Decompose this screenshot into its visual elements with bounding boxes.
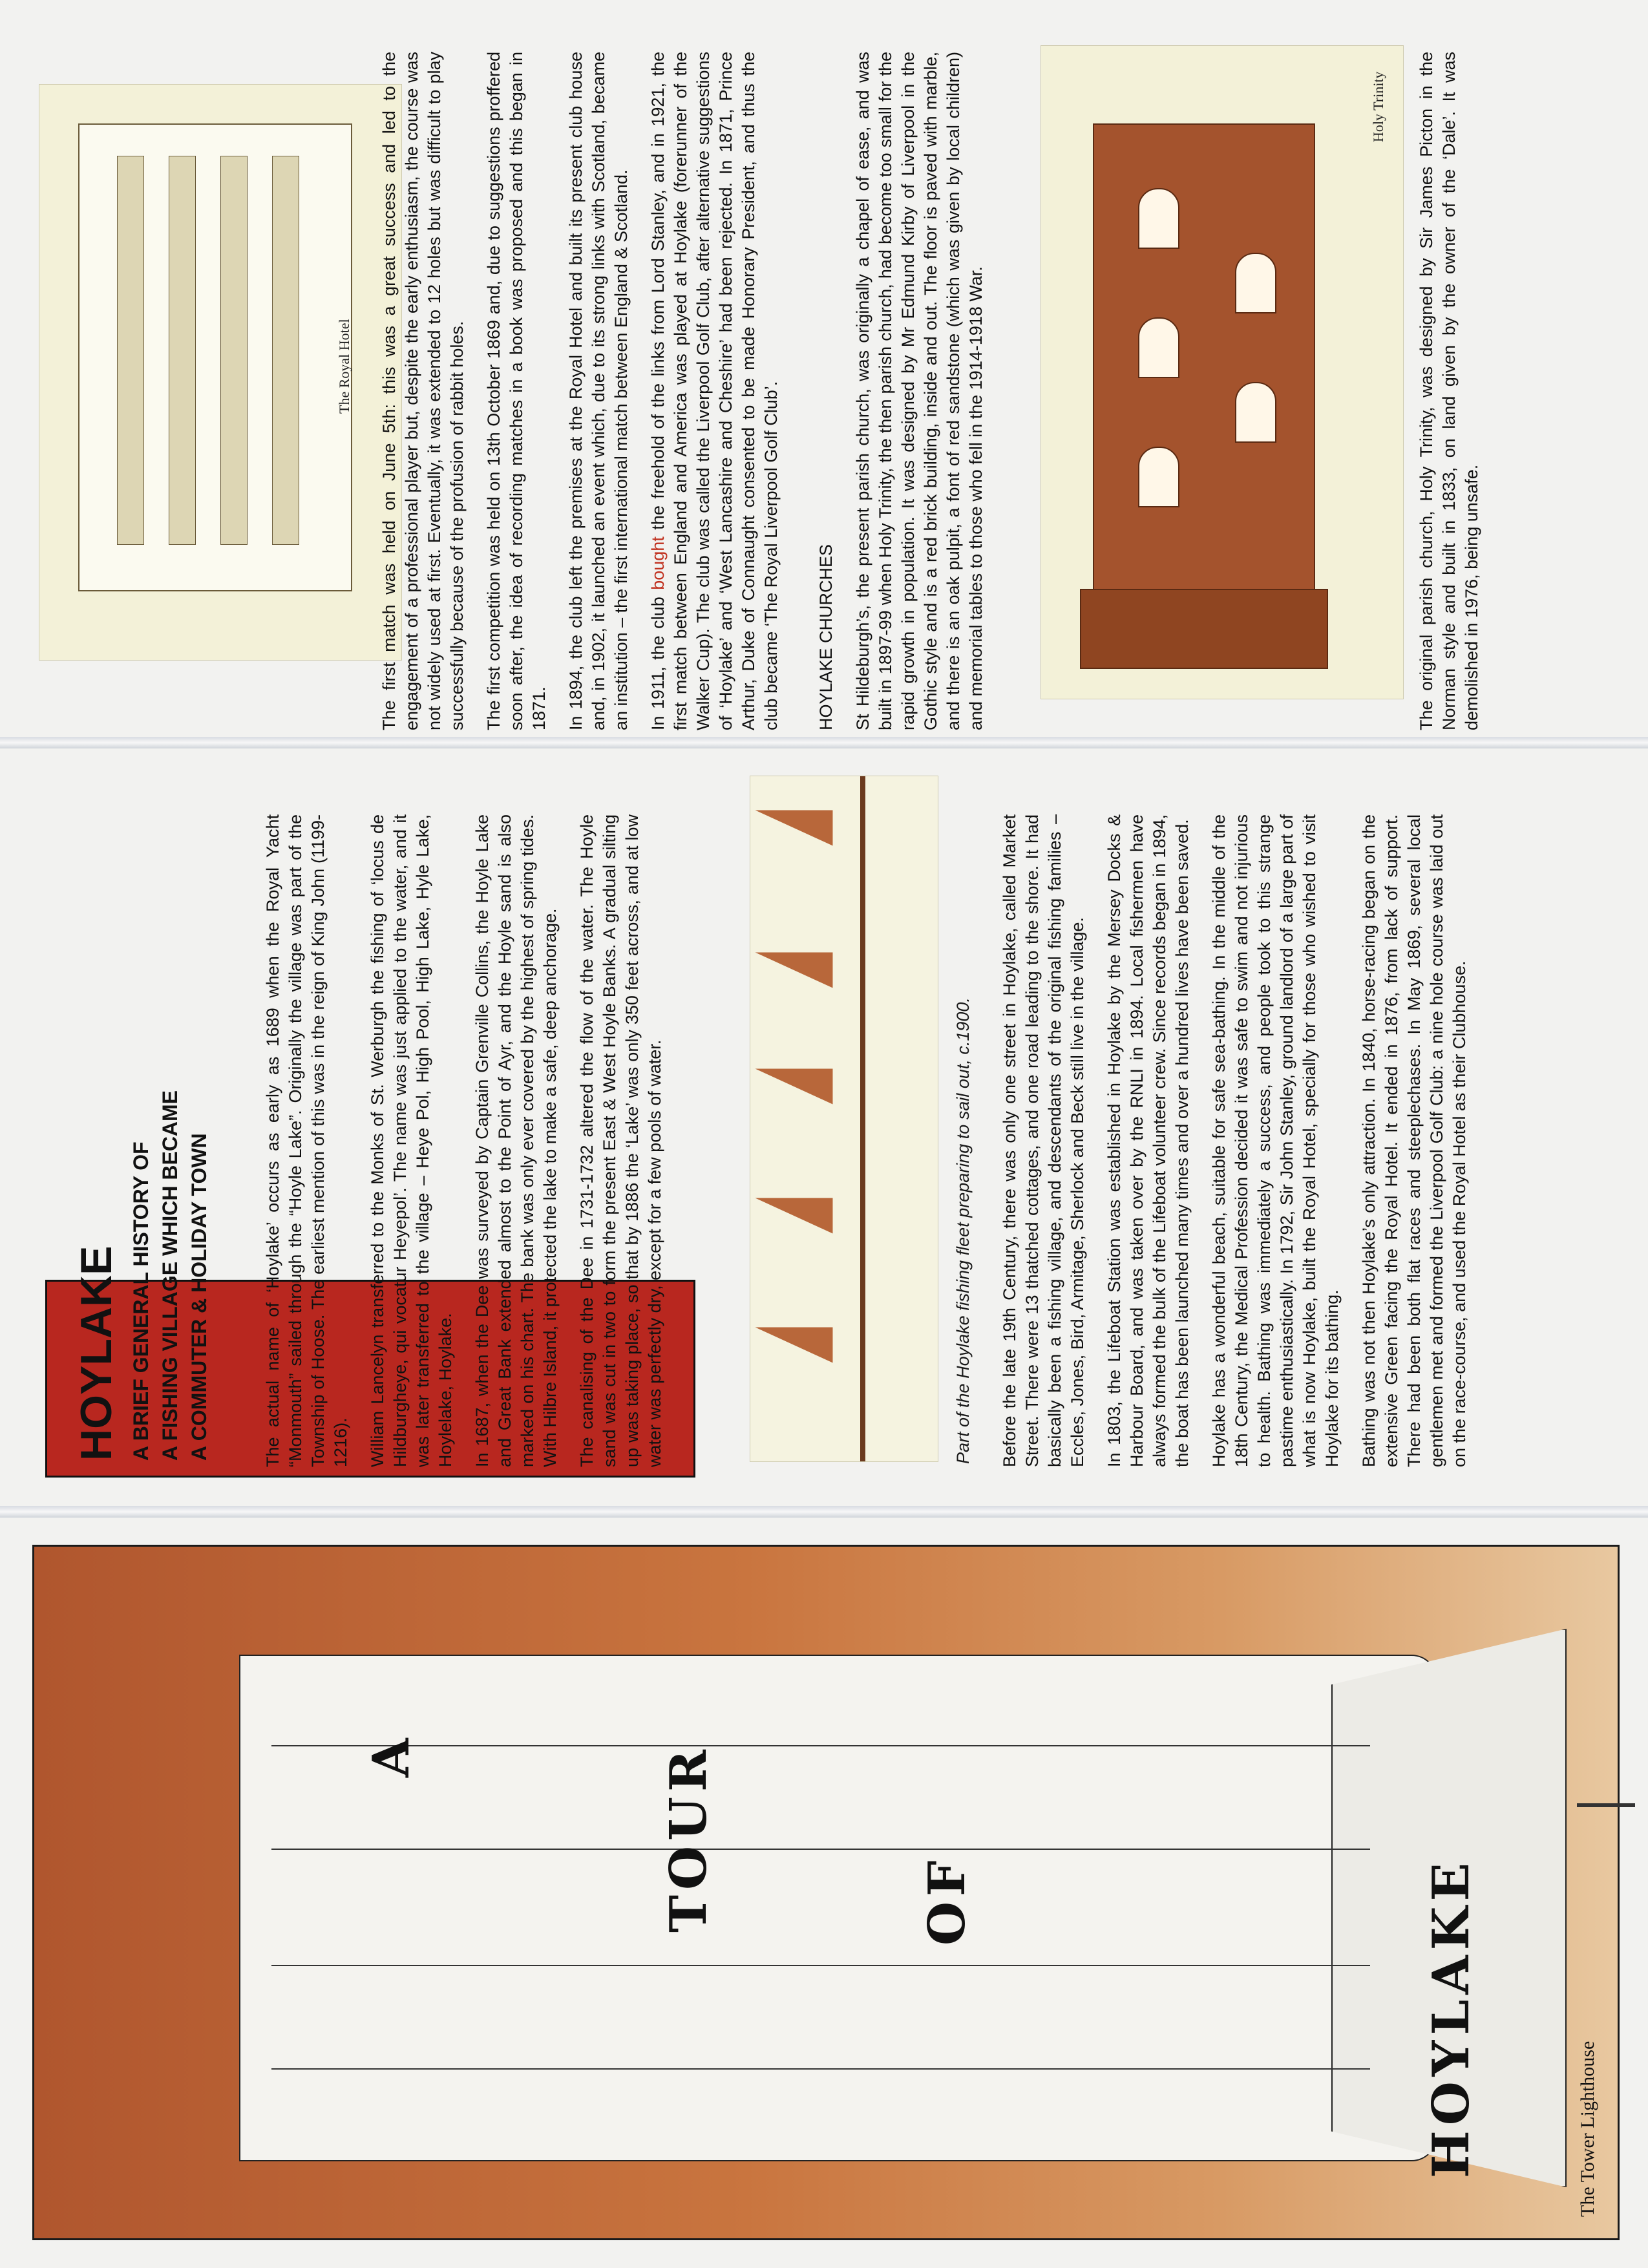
sailboat-icon — [755, 1198, 833, 1234]
church-window — [1138, 188, 1179, 249]
history-column-2-top — [378, 52, 1002, 730]
lighthouse-line — [271, 1849, 1370, 1850]
cover-title-tour: TOUR — [659, 1744, 718, 1933]
lighthouse-line — [271, 2068, 1370, 2070]
paragraph: In 1803, the Lifeboat Station was established in Hoylake by the Mersey Docks & Harbour Board, and was taken over by the RNLI in 1894. Local fishermen have always formed the bulk of the Lifeboat volunteer crew. Since records began in 1894, the boat has been launched many times and over a hundred lives have been saved. — [1104, 814, 1192, 1467]
lighthouse-line — [271, 1745, 1370, 1746]
history-column-1-top — [262, 814, 681, 1467]
hotel-windows — [220, 156, 248, 545]
holy-trinity-illustration — [1041, 45, 1404, 699]
church-tower — [1080, 589, 1328, 669]
history-column-1-bottom — [998, 814, 1485, 1467]
lighthouse-illustration — [239, 1655, 1437, 2161]
history-column-2-bottom — [1415, 52, 1497, 730]
weather-vane-icon — [1577, 1803, 1635, 1807]
hotel-windows — [272, 156, 299, 545]
cover-title-hoylake: HOYLAKE — [1422, 1858, 1481, 2178]
church-building — [1093, 123, 1315, 591]
paragraph: St Hildeburgh’s, the present parish church, was originally a chapel of ease, and was built in 1897-99 when Holy Trinity, the then parish church, had become too small for the rapid growth in population. It was designed by Mr Edmund Kirby of Liverpool in the Gothic style and is a red brick building, inside and out. The floor is paved with marble, and there is an oak pulpit, a font of red sandstone (which was given by local children) and memorial tables to those who fell in the 1914-1918 War. — [853, 52, 986, 730]
church-window — [1235, 253, 1276, 313]
shoreline — [860, 776, 865, 1461]
church-window — [1138, 447, 1179, 507]
lighthouse-line — [271, 1965, 1370, 1966]
fold-line — [0, 737, 1648, 748]
paragraph: William Lancelyn transferred to the Monks of St. Werburgh the fishing of ‘locus de Hildburgheye, qui vocatur Heyepol’. The name was just applied to the water, and it was later transferred to the village – Heye Pol, High Pool, High Lake, Hyle Lake, Hoylelake, Hoylake. — [368, 814, 455, 1467]
paragraph: The first match was held on June 5th: this was a great success and led to the engagement of a professional player but, despite the early enthusiasm, the course was not widely used at first. Eventually, it was extended to 12 holes but was difficult to play successfully because of the profusion of rabbit holes. — [379, 52, 467, 730]
page-title: HOYLAKE — [72, 1245, 121, 1461]
hotel-windows — [117, 156, 144, 545]
paragraph: Hoylake has a wonderful beach, suitable for safe sea-bathing. In the middle of the 18th Century, the Medical Profession decided it was safe to swim and not injurious to health. Bathing was immediately a success, and people took to this strange pastime enthusiastically. In 1792, Sir John Stanley, ground landlord of a large part of what is now Hoylake, built the Royal Hotel, specially for those who wished to visit Hoylake for its bathing. — [1209, 814, 1342, 1467]
hotel-caption: The Royal Hotel — [336, 319, 352, 414]
fishing-fleet-illustration — [750, 776, 938, 1462]
paragraph: The canalising of the Dee in 1731-1732 altered the flow of the water. The Hoyle sand was cut in two to form the present East & West Hoyle Banks. A gradual silting up was taking place, so that by 1886 the ‘Lake’ was only 350 feet across, and at low water was perfectly dry, except for a few pools of water. — [577, 814, 664, 1467]
hotel-windows — [169, 156, 196, 545]
cover-caption: The Tower Lighthouse — [1577, 2040, 1598, 2217]
section-heading: HOYLAKE CHURCHES — [816, 544, 836, 730]
church-window — [1138, 317, 1179, 378]
sailboat-icon — [755, 1069, 833, 1105]
paragraph: Bathing was not then Hoylake’s only attraction. In 1840, horse-racing began on the extensive Green facing the Royal Hotel. It ended in 1876, from lack of support. There had been both flat races and steeplechases. In May 1869, several local gentlemen met and formed the Liverpool Golf Club: a nine hole course was laid out on the race-course, and used the Royal Hotel as their Clubhouse. — [1359, 814, 1469, 1467]
paragraph: The actual name of ‘Hoylake’ occurs as early as 1689 when the Royal Yacht “Monmouth” sailed through the “Hoyle Lake”. Originally the village was part of the Township of Hoose. The earliest mention of this was in the reign of King John (1199-1216). — [263, 814, 350, 1467]
subtitle-line-2: A FISHING VILLAGE WHICH BECAME — [158, 1090, 182, 1461]
subtitle-line-3: A COMMUTER & HOLIDAY TOWN — [187, 1133, 211, 1461]
fleet-caption: Part of the Hoylake fishing fleet preparing to sail out, c.1900. — [953, 997, 973, 1464]
sailboat-icon — [755, 953, 833, 988]
paragraph: The original parish church, Holy Trinity, was designed by Sir James Picton in the Norman style and built in 1833, on land given by the owner of the ‘Dale’. It was demolished in 1976, being unsafe. — [1417, 52, 1481, 730]
sailboat-icon — [755, 1328, 833, 1363]
church-caption: Holy Trinity — [1370, 71, 1386, 142]
paragraph: The first competition was held on 13th October 1869 and, due to suggestions proffered soon after, the idea of recording matches in a book was proposed and this began in 1871. — [484, 52, 549, 730]
sailboat-icon — [755, 811, 833, 846]
paragraph: In 1894, the club left the premises at the Royal Hotel and built its present club house and, in 1902, it launched an event which, due to its strong links with Scotland, became an institution – the first international match between England & Scotland. — [566, 52, 631, 730]
fold-line — [0, 1506, 1648, 1518]
cover-title-of: OF — [918, 1855, 977, 1945]
highlighted-word: bought — [648, 536, 668, 590]
cover-title-a: A — [362, 1733, 421, 1777]
church-window — [1235, 382, 1276, 443]
paragraph: In 1911, the club bought the freehold of the links from Lord Stanley, and in 1921, the first match between England and America was played at Hoylake (forerunner of the Walker Cup). The club was called the Liverpool Golf Club, after alternative suggestions of ‘Hoylake’ and ‘West Lancashire and Cheshire’ had been rejected. In 1871, Prince Arthur, Duke of Connaught consented to be made Honorary President, and thus the club became ‘The Royal Liverpool Golf Club’. — [648, 52, 781, 730]
paragraph: In 1687, when the Dee was surveyed by Captain Grenville Collins, the Hoyle Lake and Great Bank extended almost to the Point of Ayr, and the Hoyle sand is also marked on his chart. The bank was only ever covered by the highest of spring tides. With Hilbre Island, it protected the lake to make a safe, deep anchorage. — [472, 814, 560, 1467]
paragraph: Before the late 19th Century, there was only one street in Hoylake, called Market Street. There were 13 thatched cottages, and one road leading to the shore. It had basically been a fishing village, and descendants of the original fishing families – Eccles, Jones, Bird, Armitage, Sherlock and Beck still live in the village. — [1000, 814, 1087, 1467]
subtitle-line-1: A BRIEF GENERAL HISTORY OF — [129, 1141, 153, 1461]
